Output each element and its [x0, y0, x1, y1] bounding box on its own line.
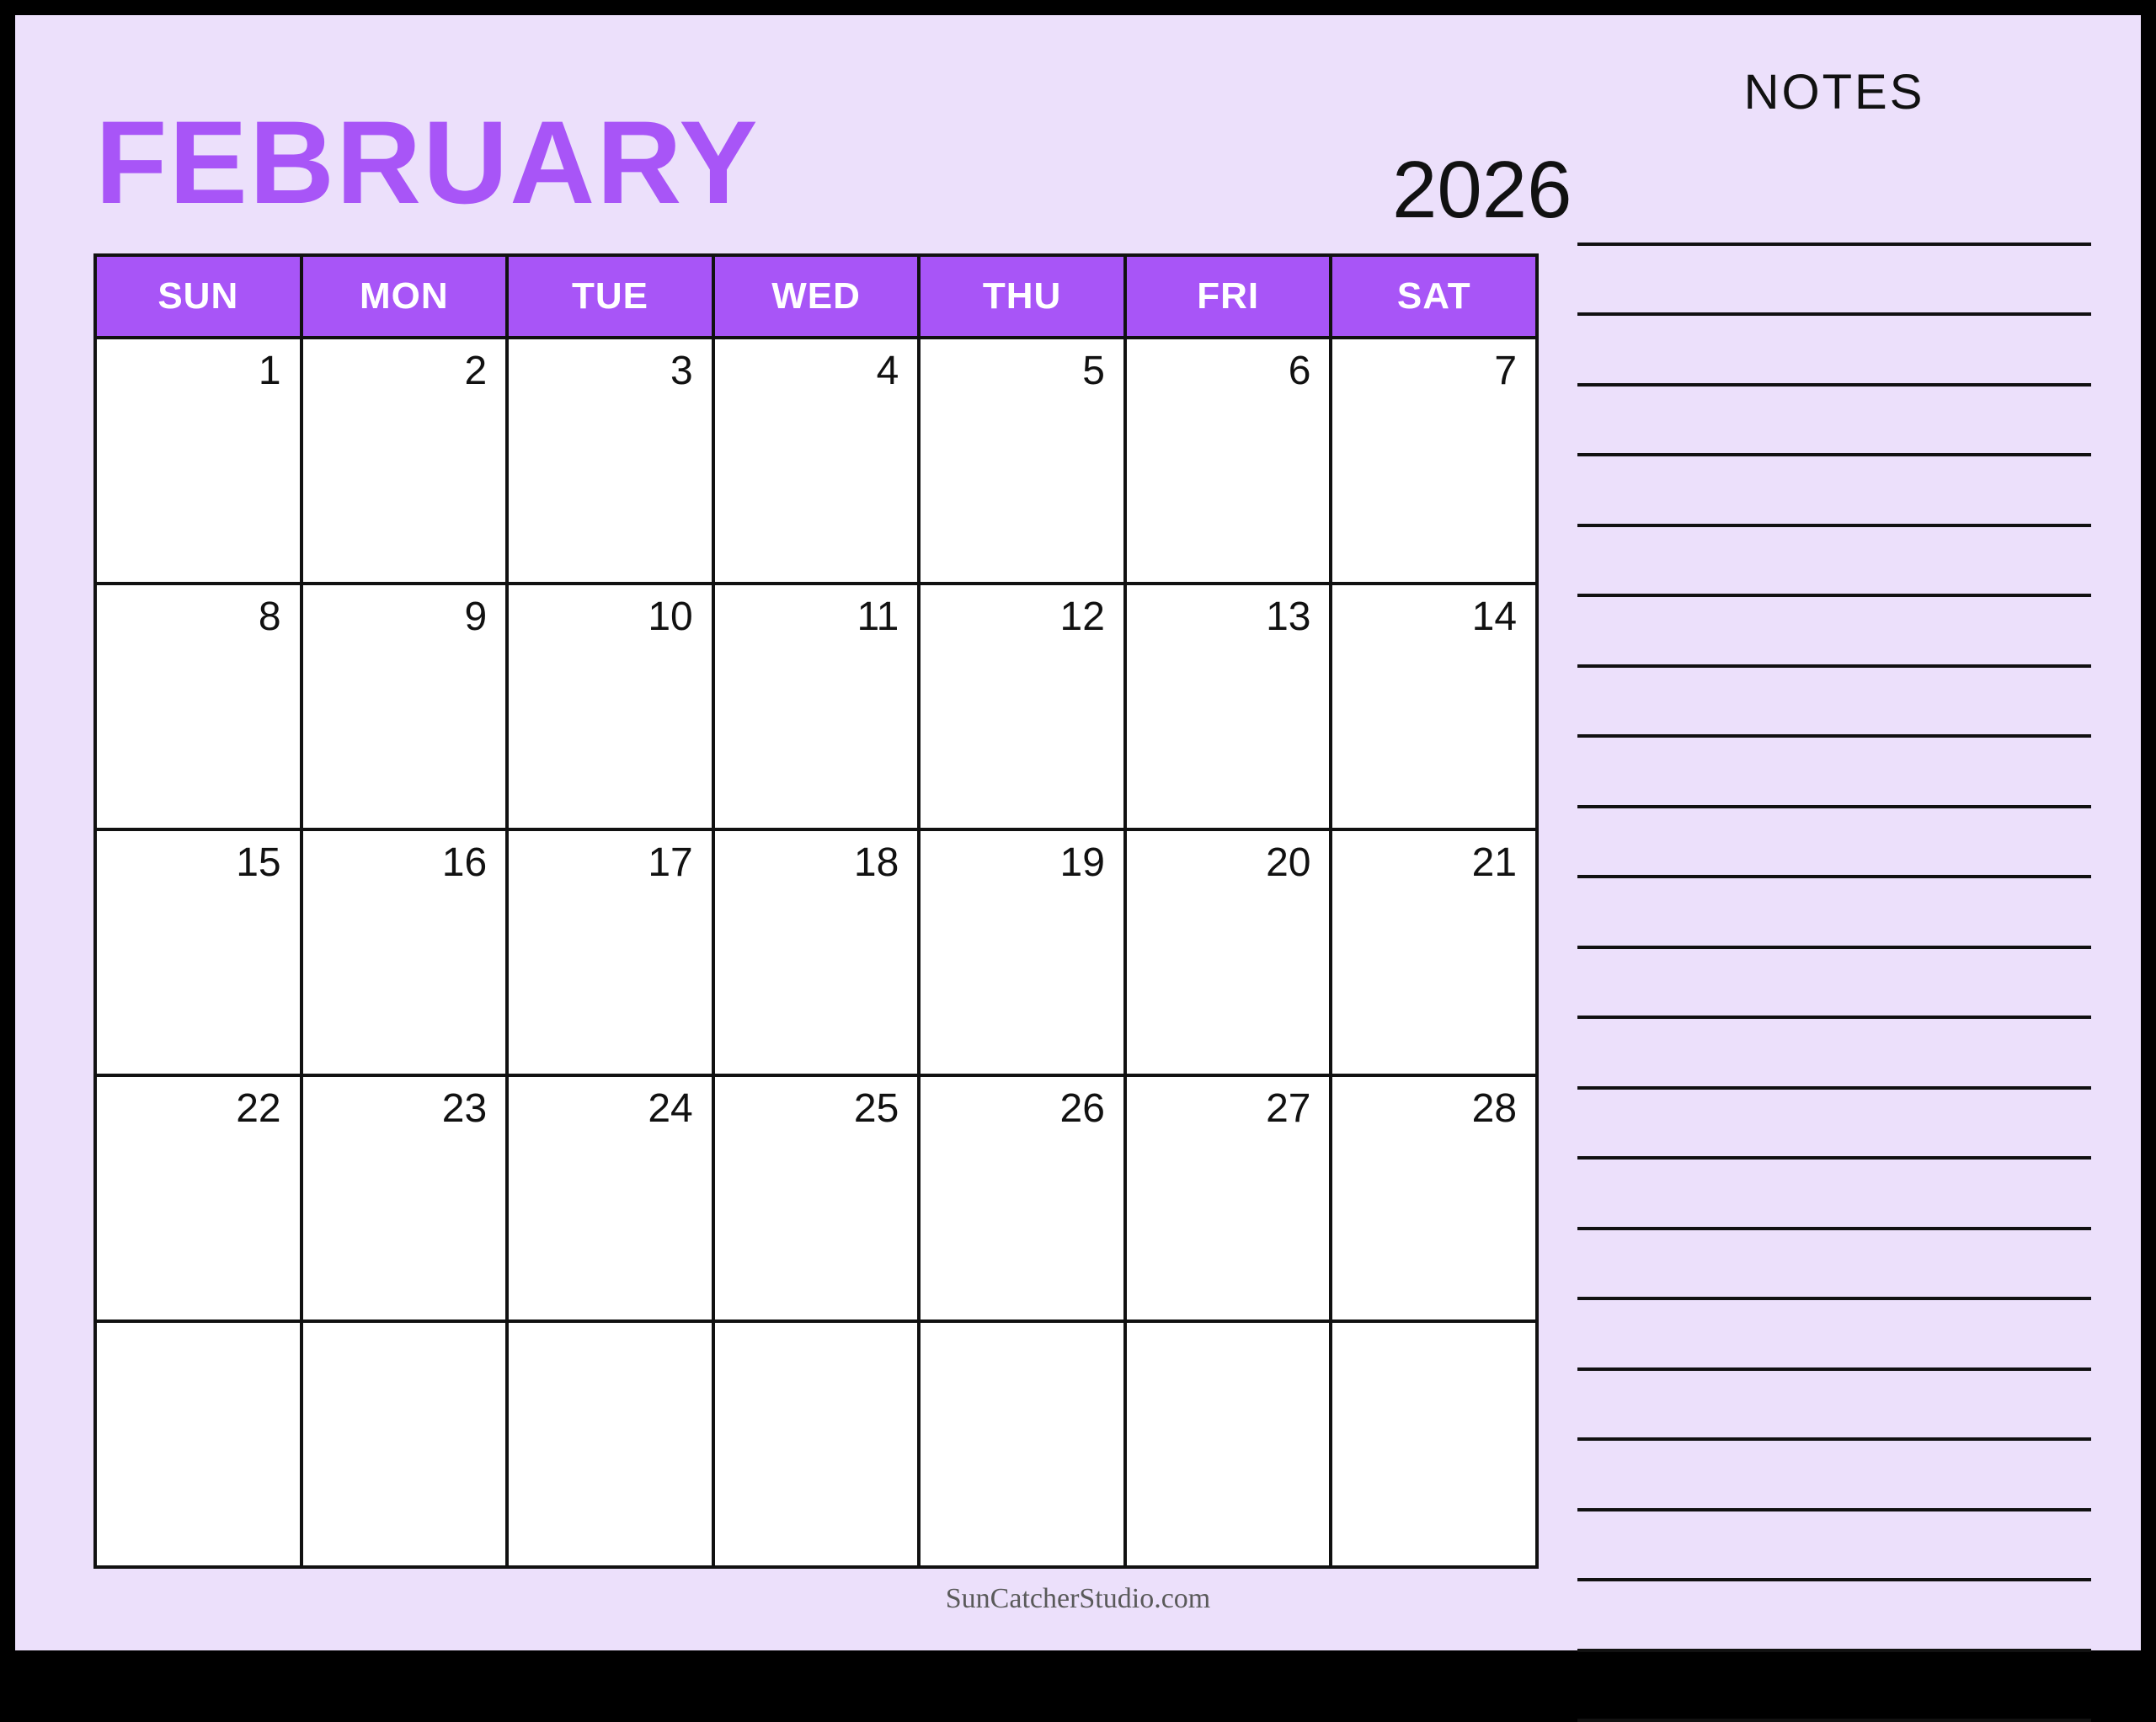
day-number: 1	[259, 348, 281, 394]
note-line[interactable]	[1577, 1652, 2091, 1722]
day-cell-20[interactable]	[1127, 831, 1333, 1077]
calendar-week-row	[97, 339, 1539, 585]
note-line[interactable]	[1577, 387, 2091, 457]
weekday-header-mon: MON	[303, 257, 510, 339]
weekday-header-thu: THU	[921, 257, 1127, 339]
day-number: 28	[1472, 1085, 1517, 1132]
day-number: 4	[877, 348, 899, 394]
day-number: 24	[648, 1085, 692, 1132]
day-number: 8	[259, 594, 281, 640]
weekday-header-wed: WED	[715, 257, 921, 339]
day-cell-10[interactable]	[509, 585, 715, 831]
day-cell-21[interactable]	[1332, 831, 1539, 1077]
note-line[interactable]	[1577, 1090, 2091, 1160]
note-line[interactable]	[1577, 456, 2091, 527]
note-line[interactable]	[1577, 949, 2091, 1020]
note-line[interactable]	[1577, 1230, 2091, 1301]
day-number: 5	[1082, 348, 1105, 394]
day-cell-empty[interactable]	[1332, 1323, 1539, 1569]
day-cell-empty[interactable]	[1127, 1323, 1333, 1569]
day-cell-26[interactable]	[921, 1077, 1127, 1323]
day-number: 23	[442, 1085, 487, 1132]
day-number: 2	[464, 348, 487, 394]
calendar-page	[15, 15, 2141, 1650]
notes-lines[interactable]	[1577, 175, 2091, 1722]
day-cell-3[interactable]	[509, 339, 715, 585]
calendar-week-row	[97, 831, 1539, 1077]
footer-credit: SunCatcherStudio.com	[15, 1583, 2141, 1615]
note-line[interactable]	[1577, 668, 2091, 738]
day-cell-empty[interactable]	[509, 1323, 715, 1569]
day-number: 15	[236, 840, 280, 886]
note-line[interactable]	[1577, 175, 2091, 246]
day-cell-2[interactable]	[303, 339, 510, 585]
day-cell-27[interactable]	[1127, 1077, 1333, 1323]
day-cell-empty[interactable]	[715, 1323, 921, 1569]
day-number: 6	[1289, 348, 1311, 394]
day-cell-6[interactable]	[1127, 339, 1333, 585]
day-number: 26	[1060, 1085, 1105, 1132]
note-line[interactable]	[1577, 1160, 2091, 1230]
note-line[interactable]	[1577, 316, 2091, 387]
day-number: 27	[1266, 1085, 1310, 1132]
day-cell-19[interactable]	[921, 831, 1127, 1077]
note-line[interactable]	[1577, 878, 2091, 949]
notes-heading: NOTES	[1565, 64, 2104, 120]
day-cell-12[interactable]	[921, 585, 1127, 831]
note-line[interactable]	[1577, 1371, 2091, 1442]
page-title: FEBRUARY	[95, 104, 760, 221]
note-line[interactable]	[1577, 808, 2091, 879]
day-cell-13[interactable]	[1127, 585, 1333, 831]
calendar-week-row	[97, 585, 1539, 831]
day-number: 14	[1472, 594, 1517, 640]
note-line[interactable]	[1577, 738, 2091, 808]
day-number: 11	[857, 594, 899, 640]
note-line[interactable]	[1577, 1300, 2091, 1371]
day-cell-28[interactable]	[1332, 1077, 1539, 1323]
weekday-header-sat: SAT	[1332, 257, 1539, 339]
day-number: 3	[670, 348, 693, 394]
day-cell-15[interactable]	[97, 831, 303, 1077]
day-cell-empty[interactable]	[921, 1323, 1127, 1569]
note-line[interactable]	[1577, 597, 2091, 668]
note-line[interactable]	[1577, 527, 2091, 598]
day-cell-9[interactable]	[303, 585, 510, 831]
day-number: 7	[1494, 348, 1517, 394]
note-line[interactable]	[1577, 1019, 2091, 1090]
weekday-header-tue: TUE	[509, 257, 715, 339]
weekday-header-row	[97, 257, 1539, 339]
note-line[interactable]	[1577, 246, 2091, 317]
day-number: 21	[1472, 840, 1517, 886]
calendar-header	[95, 61, 1544, 226]
day-number: 22	[236, 1085, 280, 1132]
day-cell-empty[interactable]	[97, 1323, 303, 1569]
day-cell-7[interactable]	[1332, 339, 1539, 585]
note-line[interactable]	[1577, 1511, 2091, 1582]
day-number: 16	[442, 840, 487, 886]
day-cell-22[interactable]	[97, 1077, 303, 1323]
calendar-grid	[93, 253, 1539, 1569]
day-cell-empty[interactable]	[303, 1323, 510, 1569]
day-cell-18[interactable]	[715, 831, 921, 1077]
day-cell-16[interactable]	[303, 831, 510, 1077]
day-cell-1[interactable]	[97, 339, 303, 585]
day-cell-11[interactable]	[715, 585, 921, 831]
day-cell-8[interactable]	[97, 585, 303, 831]
day-cell-4[interactable]	[715, 339, 921, 585]
day-cell-24[interactable]	[509, 1077, 715, 1323]
day-number: 20	[1266, 840, 1310, 886]
day-number: 13	[1266, 594, 1310, 640]
calendar-week-row	[97, 1077, 1539, 1323]
day-cell-5[interactable]	[921, 339, 1127, 585]
note-line[interactable]	[1577, 1441, 2091, 1511]
calendar-week-row	[97, 1323, 1539, 1569]
day-number: 19	[1060, 840, 1105, 886]
calendar-year: 2026	[1392, 150, 1572, 231]
day-number: 18	[854, 840, 899, 886]
day-cell-14[interactable]	[1332, 585, 1539, 831]
weekday-header-fri: FRI	[1127, 257, 1333, 339]
day-number: 12	[1060, 594, 1105, 640]
day-number: 9	[464, 594, 487, 640]
day-number: 25	[854, 1085, 899, 1132]
day-cell-17[interactable]	[509, 831, 715, 1077]
weekday-header-sun: SUN	[97, 257, 303, 339]
day-number: 10	[648, 594, 692, 640]
day-cell-23[interactable]	[303, 1077, 510, 1323]
day-number: 17	[648, 840, 692, 886]
day-cell-25[interactable]	[715, 1077, 921, 1323]
